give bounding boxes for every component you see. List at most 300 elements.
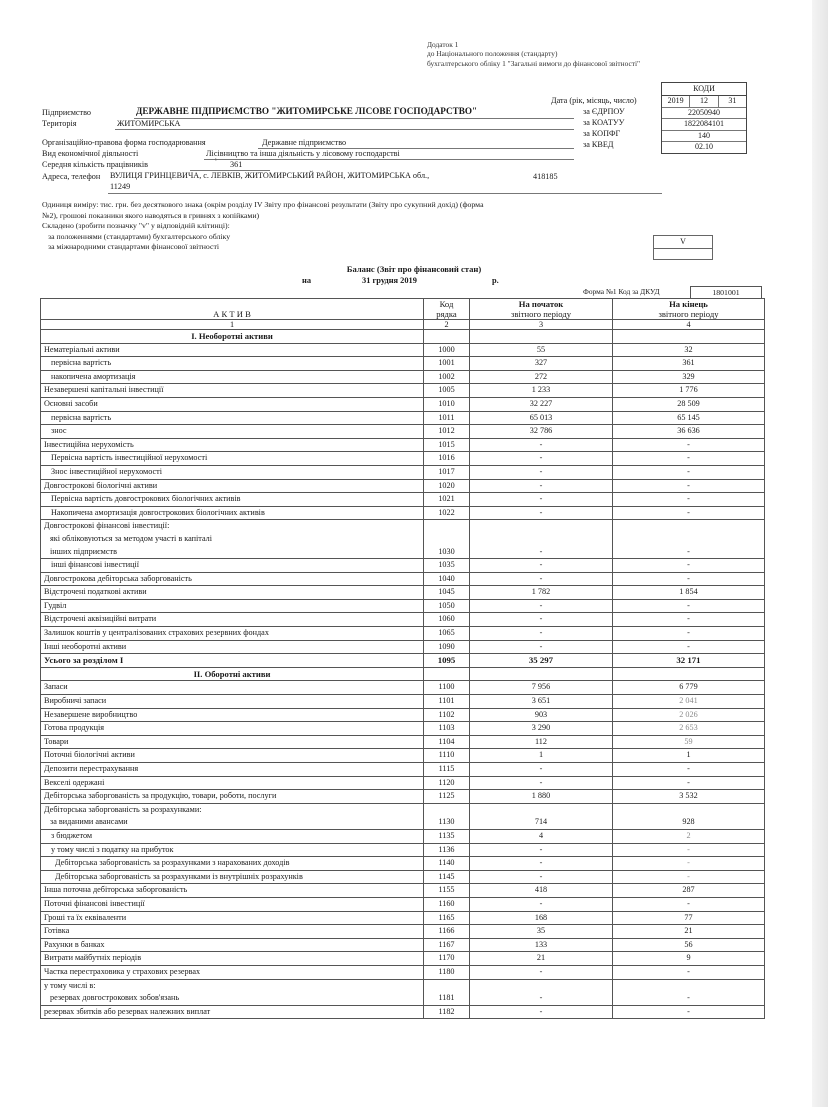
row-code: 1010 [424, 397, 470, 411]
table-row [41, 965, 765, 979]
row-label: Відстрочені аквізиційні витрати [41, 613, 424, 627]
row-code: 1181 [424, 979, 470, 1005]
value-end: - [613, 763, 765, 777]
value-start: - [470, 465, 613, 479]
row-label-line: Дебіторська заборгованість за розрахунками: [44, 804, 202, 814]
row-code: 1167 [424, 938, 470, 952]
row-label: знос [41, 425, 424, 439]
row-label: Дебіторська заборгованість за розрахунками із внутрішніх розрахунків [41, 870, 424, 884]
value-end: 1 [613, 749, 765, 763]
row-code: 1012 [424, 425, 470, 439]
table-row [41, 572, 765, 586]
row-code: 1011 [424, 411, 470, 425]
table-row [41, 411, 765, 425]
enterprise-name: ДЕРЖАВНЕ ПІДПРИЄМСТВО "ЖИТОМИРСЬКЕ ЛІСОВЕ ГОСПОДАРСТВО" [136, 106, 478, 116]
row-label-line: Довгострокові фінансові інвестиції: [44, 521, 170, 531]
appendix-line: бухгалтерського обліку 1 "Загальні вимоги до фінансової звітності" [427, 58, 641, 68]
date-label: Дата (рік, місяць, число) [551, 96, 637, 105]
section-title: II. Оборотні активи [41, 667, 424, 681]
koatuu-value: 1822084101 [684, 119, 724, 129]
row-label: Частка перестраховика у страхових резервах [41, 965, 424, 979]
standards-international-checkbox[interactable] [653, 247, 713, 260]
col-num: 2 [424, 320, 470, 330]
value-start: - [470, 870, 613, 884]
value-end: - [613, 479, 765, 493]
table-row [41, 897, 765, 911]
value-start: 272 [470, 370, 613, 384]
row-code: 1136 [424, 843, 470, 857]
table-row [41, 776, 765, 790]
row-code: 1101 [424, 695, 470, 709]
value-start: 32 227 [470, 397, 613, 411]
value-end: 59 [613, 735, 765, 749]
table-row [41, 438, 765, 452]
row-label: Залишок коштів у централізованих страхових резервних фондах [41, 627, 424, 641]
row-label: Нематеріальні активи [41, 343, 424, 357]
col-num: 3 [470, 320, 613, 330]
enterprise-underline [134, 118, 574, 119]
table-row [41, 452, 765, 466]
value-end: 3 532 [613, 790, 765, 804]
table-row [41, 465, 765, 479]
value-end: - [613, 599, 765, 613]
col-num: 1 [41, 320, 424, 330]
row-label: накопичена амортизація [41, 370, 424, 384]
value-end: 1 776 [613, 384, 765, 398]
row-label [41, 520, 424, 559]
table-row [41, 559, 765, 573]
table-row [41, 843, 765, 857]
row-code: 1135 [424, 829, 470, 843]
row-label: Депозити перестрахування [41, 763, 424, 777]
empty-cell [613, 330, 765, 344]
value-end: 36 636 [613, 425, 765, 439]
row-label: Рахунки в банках [41, 938, 424, 952]
row-code: 1035 [424, 559, 470, 573]
value-start: 35 297 [470, 654, 613, 668]
value-end: 1 854 [613, 586, 765, 600]
col-start-header: На початок звітного періоду [470, 299, 613, 320]
table-row [41, 681, 765, 695]
value-start: 327 [470, 357, 613, 371]
value-end: - [613, 493, 765, 507]
value-end: - [613, 979, 765, 1005]
total-row [41, 654, 765, 668]
table-row [41, 520, 765, 559]
employees-value: 361 [230, 160, 243, 169]
phone-value: 418185 [533, 172, 558, 181]
value-start: 32 786 [470, 425, 613, 439]
row-label-line: резервах довгострокових зобов'язань [50, 993, 180, 1003]
value-start: 1 880 [470, 790, 613, 804]
col-assets-header: А К Т И В [41, 299, 424, 320]
value-end: - [613, 870, 765, 884]
value-end: 21 [613, 925, 765, 939]
table-row [41, 384, 765, 398]
row-code: 1102 [424, 708, 470, 722]
table-row [41, 425, 765, 439]
codes-box [661, 82, 747, 154]
report-title: Баланс (Звіт про фінансовий стан) [346, 264, 482, 274]
row-code: 1020 [424, 479, 470, 493]
row-code: 1145 [424, 870, 470, 884]
form-code-label: Форма №1 Код за ДКУД [583, 287, 660, 296]
scan-edge [812, 0, 828, 1107]
value-start: - [470, 520, 613, 559]
legal-form-value: Державне підприємство [262, 138, 347, 147]
row-code: 1022 [424, 506, 470, 520]
row-code: 1065 [424, 627, 470, 641]
row-label: Виробничі запаси [41, 695, 424, 709]
value-end: 928 [613, 803, 765, 829]
row-label: Незавершені капітальні інвестиції [41, 384, 424, 398]
value-end: 32 171 [613, 654, 765, 668]
legal-form-label: Організаційно-правова форма господарювання [42, 138, 206, 147]
row-label [41, 803, 424, 829]
date-day: 31 [728, 96, 737, 105]
value-start: - [470, 452, 613, 466]
value-end: - [613, 843, 765, 857]
value-end: 361 [613, 357, 765, 371]
col-code-header: Код рядка [424, 299, 470, 320]
row-label: резервах збитків або резервах належних виплат [41, 1005, 424, 1019]
table-row [41, 803, 765, 829]
row-code: 1021 [424, 493, 470, 507]
row-code: 1016 [424, 452, 470, 466]
value-end: 287 [613, 884, 765, 898]
row-label: Векселі одержані [41, 776, 424, 790]
value-end: - [613, 640, 765, 654]
table-row [41, 506, 765, 520]
table-row [41, 479, 765, 493]
value-end: 32 [613, 343, 765, 357]
activity-value: Лісівництво та інша діяльність у лісовому господарстві [206, 149, 400, 158]
table-row [41, 952, 765, 966]
column-numbers-row [41, 320, 765, 330]
value-end: 56 [613, 938, 765, 952]
table-header-row [41, 299, 765, 320]
table-row [41, 357, 765, 371]
value-start: 1 233 [470, 384, 613, 398]
unit-line: Складено (зробити позначку "v" у відповідній клітинці): [42, 221, 230, 230]
kved-label: за КВЕД [583, 140, 614, 149]
table-row [41, 695, 765, 709]
value-end: 9 [613, 952, 765, 966]
value-start: - [470, 599, 613, 613]
row-label: Інша поточна дебіторська заборгованість [41, 884, 424, 898]
row-code: 1001 [424, 357, 470, 371]
empty-cell [470, 330, 613, 344]
value-start: 112 [470, 735, 613, 749]
row-code: 1045 [424, 586, 470, 600]
section-row [41, 667, 765, 681]
value-end: 2 026 [613, 708, 765, 722]
unit-line: Одиниця виміру: тис. грн. без десяткового знака (окрім розділу IV Звіту про фінансові результати (Звіту про сукупний дохід) (форма [42, 200, 484, 209]
value-end: - [613, 1005, 765, 1019]
row-label: Готівка [41, 925, 424, 939]
table-row [41, 708, 765, 722]
value-start: - [470, 572, 613, 586]
row-code: 1015 [424, 438, 470, 452]
address-line1: ВУЛИЦЯ ГРИНЦЕВИЧА, с. ЛЕВКІВ, ЖИТОМИРСЬКИЙ РАЙОН, ЖИТОМИРСЬКА обл., [110, 171, 430, 180]
row-label: Гудвіл [41, 599, 424, 613]
row-label-line: у тому числі в: [44, 980, 96, 990]
table-row [41, 884, 765, 898]
row-label: Первісна вартість інвестиційної нерухомості [41, 452, 424, 466]
row-code: 1170 [424, 952, 470, 966]
value-start: - [470, 559, 613, 573]
table-row [41, 735, 765, 749]
value-end: 6 779 [613, 681, 765, 695]
row-code: 1115 [424, 763, 470, 777]
empty-cell [613, 667, 765, 681]
col-num: 4 [613, 320, 765, 330]
value-end: - [613, 897, 765, 911]
row-label: Готова продукція [41, 722, 424, 736]
row-label: Знос інвестиційної нерухомості [41, 465, 424, 479]
row-code: 1060 [424, 613, 470, 627]
value-start: 1 [470, 749, 613, 763]
row-code: 1040 [424, 572, 470, 586]
standards-national-checkbox[interactable]: V [653, 235, 713, 249]
value-end: 2 [613, 829, 765, 843]
row-code: 1104 [424, 735, 470, 749]
row-code: 1030 [424, 520, 470, 559]
value-start: - [470, 965, 613, 979]
title-on: на [302, 276, 312, 285]
report-date: 31 грудня 2019 [362, 276, 417, 285]
value-start: 21 [470, 952, 613, 966]
table-row [41, 586, 765, 600]
value-start: 133 [470, 938, 613, 952]
table-row [41, 763, 765, 777]
value-start: - [470, 763, 613, 777]
table-row [41, 397, 765, 411]
row-code: 1090 [424, 640, 470, 654]
row-code: 1125 [424, 790, 470, 804]
row-label: Відстрочені податкові активи [41, 586, 424, 600]
empty-cell [424, 330, 470, 344]
row-code: 1166 [424, 925, 470, 939]
row-label: Дебіторська заборгованість за продукцію, товари, роботи, послуги [41, 790, 424, 804]
address-underline [108, 193, 662, 194]
row-label-line: які обліковуються за методом участі в капіталі [50, 533, 213, 543]
appendix-line: до Національного положення (стандарту) [427, 49, 558, 59]
koatuu-label: за КОАТУУ [583, 118, 625, 127]
value-start: - [470, 1005, 613, 1019]
row-code: 1000 [424, 343, 470, 357]
row-label: Первісна вартість довгострокових біологічних активів [41, 493, 424, 507]
balance-table [40, 298, 765, 1019]
enterprise-label: Підприємство [42, 108, 92, 117]
territory-label: Територія [42, 119, 77, 128]
value-end: - [613, 452, 765, 466]
table-row [41, 640, 765, 654]
kopfg-label: за КОПФГ [583, 129, 621, 138]
appendix-line: Додаток 1 [427, 40, 459, 49]
value-end: 329 [613, 370, 765, 384]
address-line2: 11249 [110, 182, 131, 191]
table-row [41, 829, 765, 843]
form-code-value: 1801001 [690, 286, 762, 299]
row-label-line: за виданими авансами [50, 817, 128, 827]
value-end: - [613, 438, 765, 452]
value-start: - [470, 438, 613, 452]
value-start: - [470, 776, 613, 790]
appendix-note [427, 40, 640, 68]
row-code: 1180 [424, 965, 470, 979]
value-start: - [470, 613, 613, 627]
value-end: - [613, 857, 765, 871]
row-label-line: інших підприємств [50, 546, 117, 556]
value-start: - [470, 493, 613, 507]
value-start: - [470, 506, 613, 520]
date-row [662, 96, 746, 108]
row-label: Товари [41, 735, 424, 749]
value-start: - [470, 627, 613, 641]
value-start: 65 013 [470, 411, 613, 425]
row-label: у тому числі з податку на прибуток [41, 843, 424, 857]
row-label: Довгострокові біологічні активи [41, 479, 424, 493]
row-label: Дебіторська заборгованість за розрахунками з нарахованих доходів [41, 857, 424, 871]
kopfg-value: 140 [698, 130, 710, 140]
value-start: 3 651 [470, 695, 613, 709]
standards-international-label: за міжнародними стандартами фінансової звітності [48, 242, 220, 251]
value-start: - [470, 640, 613, 654]
value-start: 418 [470, 884, 613, 898]
row-label: Поточні біологічні активи [41, 749, 424, 763]
value-end: 2 653 [613, 722, 765, 736]
table-row [41, 749, 765, 763]
value-end: - [613, 776, 765, 790]
codes-header: КОДИ [662, 83, 746, 96]
value-start: 1 782 [470, 586, 613, 600]
row-label: Усього за розділом I [41, 654, 424, 668]
value-start: 3 290 [470, 722, 613, 736]
row-label: Основні засоби [41, 397, 424, 411]
value-start: - [470, 479, 613, 493]
value-end: 2 041 [613, 695, 765, 709]
col-end-header: На кінець звітного періоду [613, 299, 765, 320]
employees-label: Середня кількість працівників [42, 160, 149, 169]
row-code: 1130 [424, 803, 470, 829]
standards-national-label: за положеннями (стандартами) бухгалтерського обліку [48, 231, 231, 241]
row-code: 1002 [424, 370, 470, 384]
row-label: інші фінансові інвестиції [41, 559, 424, 573]
row-label: Незавершене виробництво [41, 708, 424, 722]
kopfg-row [662, 131, 746, 143]
row-label: Довгострокова дебіторська заборгованість [41, 572, 424, 586]
table-row [41, 627, 765, 641]
row-code: 1165 [424, 911, 470, 925]
row-code: 1160 [424, 897, 470, 911]
date-month: 12 [690, 96, 718, 107]
value-start: 35 [470, 925, 613, 939]
value-end: - [613, 613, 765, 627]
edrpou-value: 22050940 [688, 107, 720, 117]
table-row [41, 911, 765, 925]
table-row [41, 938, 765, 952]
value-end: - [613, 572, 765, 586]
value-start: - [470, 857, 613, 871]
edrpou-row [662, 108, 746, 120]
row-code: 1120 [424, 776, 470, 790]
value-start: - [470, 897, 613, 911]
value-start: 4 [470, 829, 613, 843]
value-end: 65 145 [613, 411, 765, 425]
row-code: 1103 [424, 722, 470, 736]
row-label: первісна вартість [41, 411, 424, 425]
value-end: - [613, 965, 765, 979]
row-label: з бюджетом [41, 829, 424, 843]
table-row [41, 857, 765, 871]
value-start: 7 956 [470, 681, 613, 695]
value-end: - [613, 465, 765, 479]
value-end: - [613, 627, 765, 641]
table-row [41, 599, 765, 613]
empty-cell [470, 667, 613, 681]
table-row [41, 343, 765, 357]
row-code: 1140 [424, 857, 470, 871]
row-label: Гроші та їх еквіваленти [41, 911, 424, 925]
row-code: 1110 [424, 749, 470, 763]
row-code: 1005 [424, 384, 470, 398]
value-start: 714 [470, 803, 613, 829]
table-row [41, 722, 765, 736]
row-label: Інвестиційна нерухомість [41, 438, 424, 452]
activity-underline [204, 159, 574, 160]
title-suffix: р. [492, 276, 499, 285]
row-label: Запаси [41, 681, 424, 695]
row-code: 1095 [424, 654, 470, 668]
row-code: 1050 [424, 599, 470, 613]
edrpou-label: за ЄДРПОУ [583, 107, 625, 116]
territory-underline [115, 129, 574, 130]
value-start: - [470, 979, 613, 1005]
unit-line: №2), грошові показники якого наводяться в гривнях з копійками) [42, 210, 260, 220]
value-end: 77 [613, 911, 765, 925]
row-label [41, 979, 424, 1005]
value-start: 903 [470, 708, 613, 722]
table-row [41, 1005, 765, 1019]
kved-row [662, 142, 746, 153]
value-end: - [613, 559, 765, 573]
value-end: 28 509 [613, 397, 765, 411]
table-row [41, 925, 765, 939]
row-label: Витрати майбутніх періодів [41, 952, 424, 966]
empty-cell [424, 667, 470, 681]
row-code: 1182 [424, 1005, 470, 1019]
employees-mark: ¹ [215, 158, 217, 164]
value-start: 55 [470, 343, 613, 357]
date-year: 2019 [662, 96, 690, 107]
section-title: I. Необоротні активи [41, 330, 424, 344]
value-end: - [613, 506, 765, 520]
table-row [41, 613, 765, 627]
row-code: 1017 [424, 465, 470, 479]
table-row [41, 870, 765, 884]
kved-value: 02.10 [695, 142, 713, 152]
row-label: Накопичена амортизація довгострокових біологічних активів [41, 506, 424, 520]
value-end: - [613, 520, 765, 559]
row-label: Поточні фінансові інвестиції [41, 897, 424, 911]
value-start: - [470, 843, 613, 857]
table-row [41, 370, 765, 384]
table-row [41, 979, 765, 1005]
table-row [41, 493, 765, 507]
value-start: 168 [470, 911, 613, 925]
row-label: Інші необоротні активи [41, 640, 424, 654]
